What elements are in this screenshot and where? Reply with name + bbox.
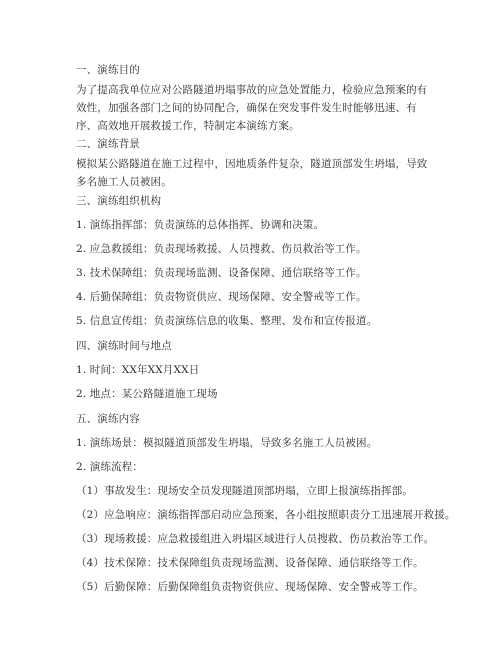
org-item-3: 3. 技术保障组：负责现场监测、设备保障、通信联络等工作。 [76, 267, 367, 279]
scene-item: 1. 演练场景：模拟隧道顶部发生坍塌，导致多名施工人员被困。 [76, 437, 378, 449]
location-item: 2. 地点：某公路隧道施工现场 [76, 388, 218, 400]
org-item-5: 5. 信息宣传组：负责演练信息的收集、整理、发布和宣传报道。 [76, 315, 378, 327]
process-step-1: （1）事故发生：现场安全员发现隧道顶部坍塌，立即上报演练指挥部。 [76, 485, 413, 497]
org-item-2: 2. 应急救援组：负责现场救援、人员搜救、伤员救治等工作。 [76, 243, 367, 255]
process-step-2: （2）应急响应：演练指挥部启动应急预案，各小组按照职责分工迅速展开救援。 [76, 509, 456, 521]
section-3-heading: 三、演练组织机构 [76, 195, 162, 207]
time-item: 1. 时间：XX年XX月XX日 [76, 364, 200, 376]
org-item-4: 4. 后勤保障组：负责物资供应、现场保障、安全警戒等工作。 [76, 291, 367, 303]
section-5-heading: 五、演练内容 [76, 413, 140, 425]
section-2-heading: 二、演练背景 [76, 138, 140, 150]
section-2-body: 模拟某公路隧道在施工过程中，因地质条件复杂，隧道顶部发生坍塌，导致多名施工人员被困。 [76, 158, 428, 188]
process-item: 2. 演练流程： [76, 461, 144, 473]
process-step-5: （5）后勤保障：后勤保障组负责物资供应、现场保障、安全警戒等工作。 [76, 581, 424, 593]
section-4-heading: 四、演练时间与地点 [76, 340, 172, 352]
org-item-1: 1. 演练指挥部：负责演练的总体指挥、协调和决策。 [76, 219, 325, 231]
process-step-4: （4）技术保障：技术保障组负责现场监测、设备保障、通信联络等工作。 [76, 557, 424, 569]
process-step-3: （3）现场救援：应急救援组进入坍塌区域进行人员搜救、伤员救治等工作。 [76, 533, 435, 545]
section-1-heading: 一、演练目的 [76, 64, 140, 76]
section-1-body: 为了提高我单位应对公路隧道坍塌事故的应急处置能力，检验应急预案的有效性，加强各部门之间的协同配合，确保在突发事件发生时能够迅速、有序、高效地开展救援工作，特制定本演练方案。 [76, 84, 428, 132]
